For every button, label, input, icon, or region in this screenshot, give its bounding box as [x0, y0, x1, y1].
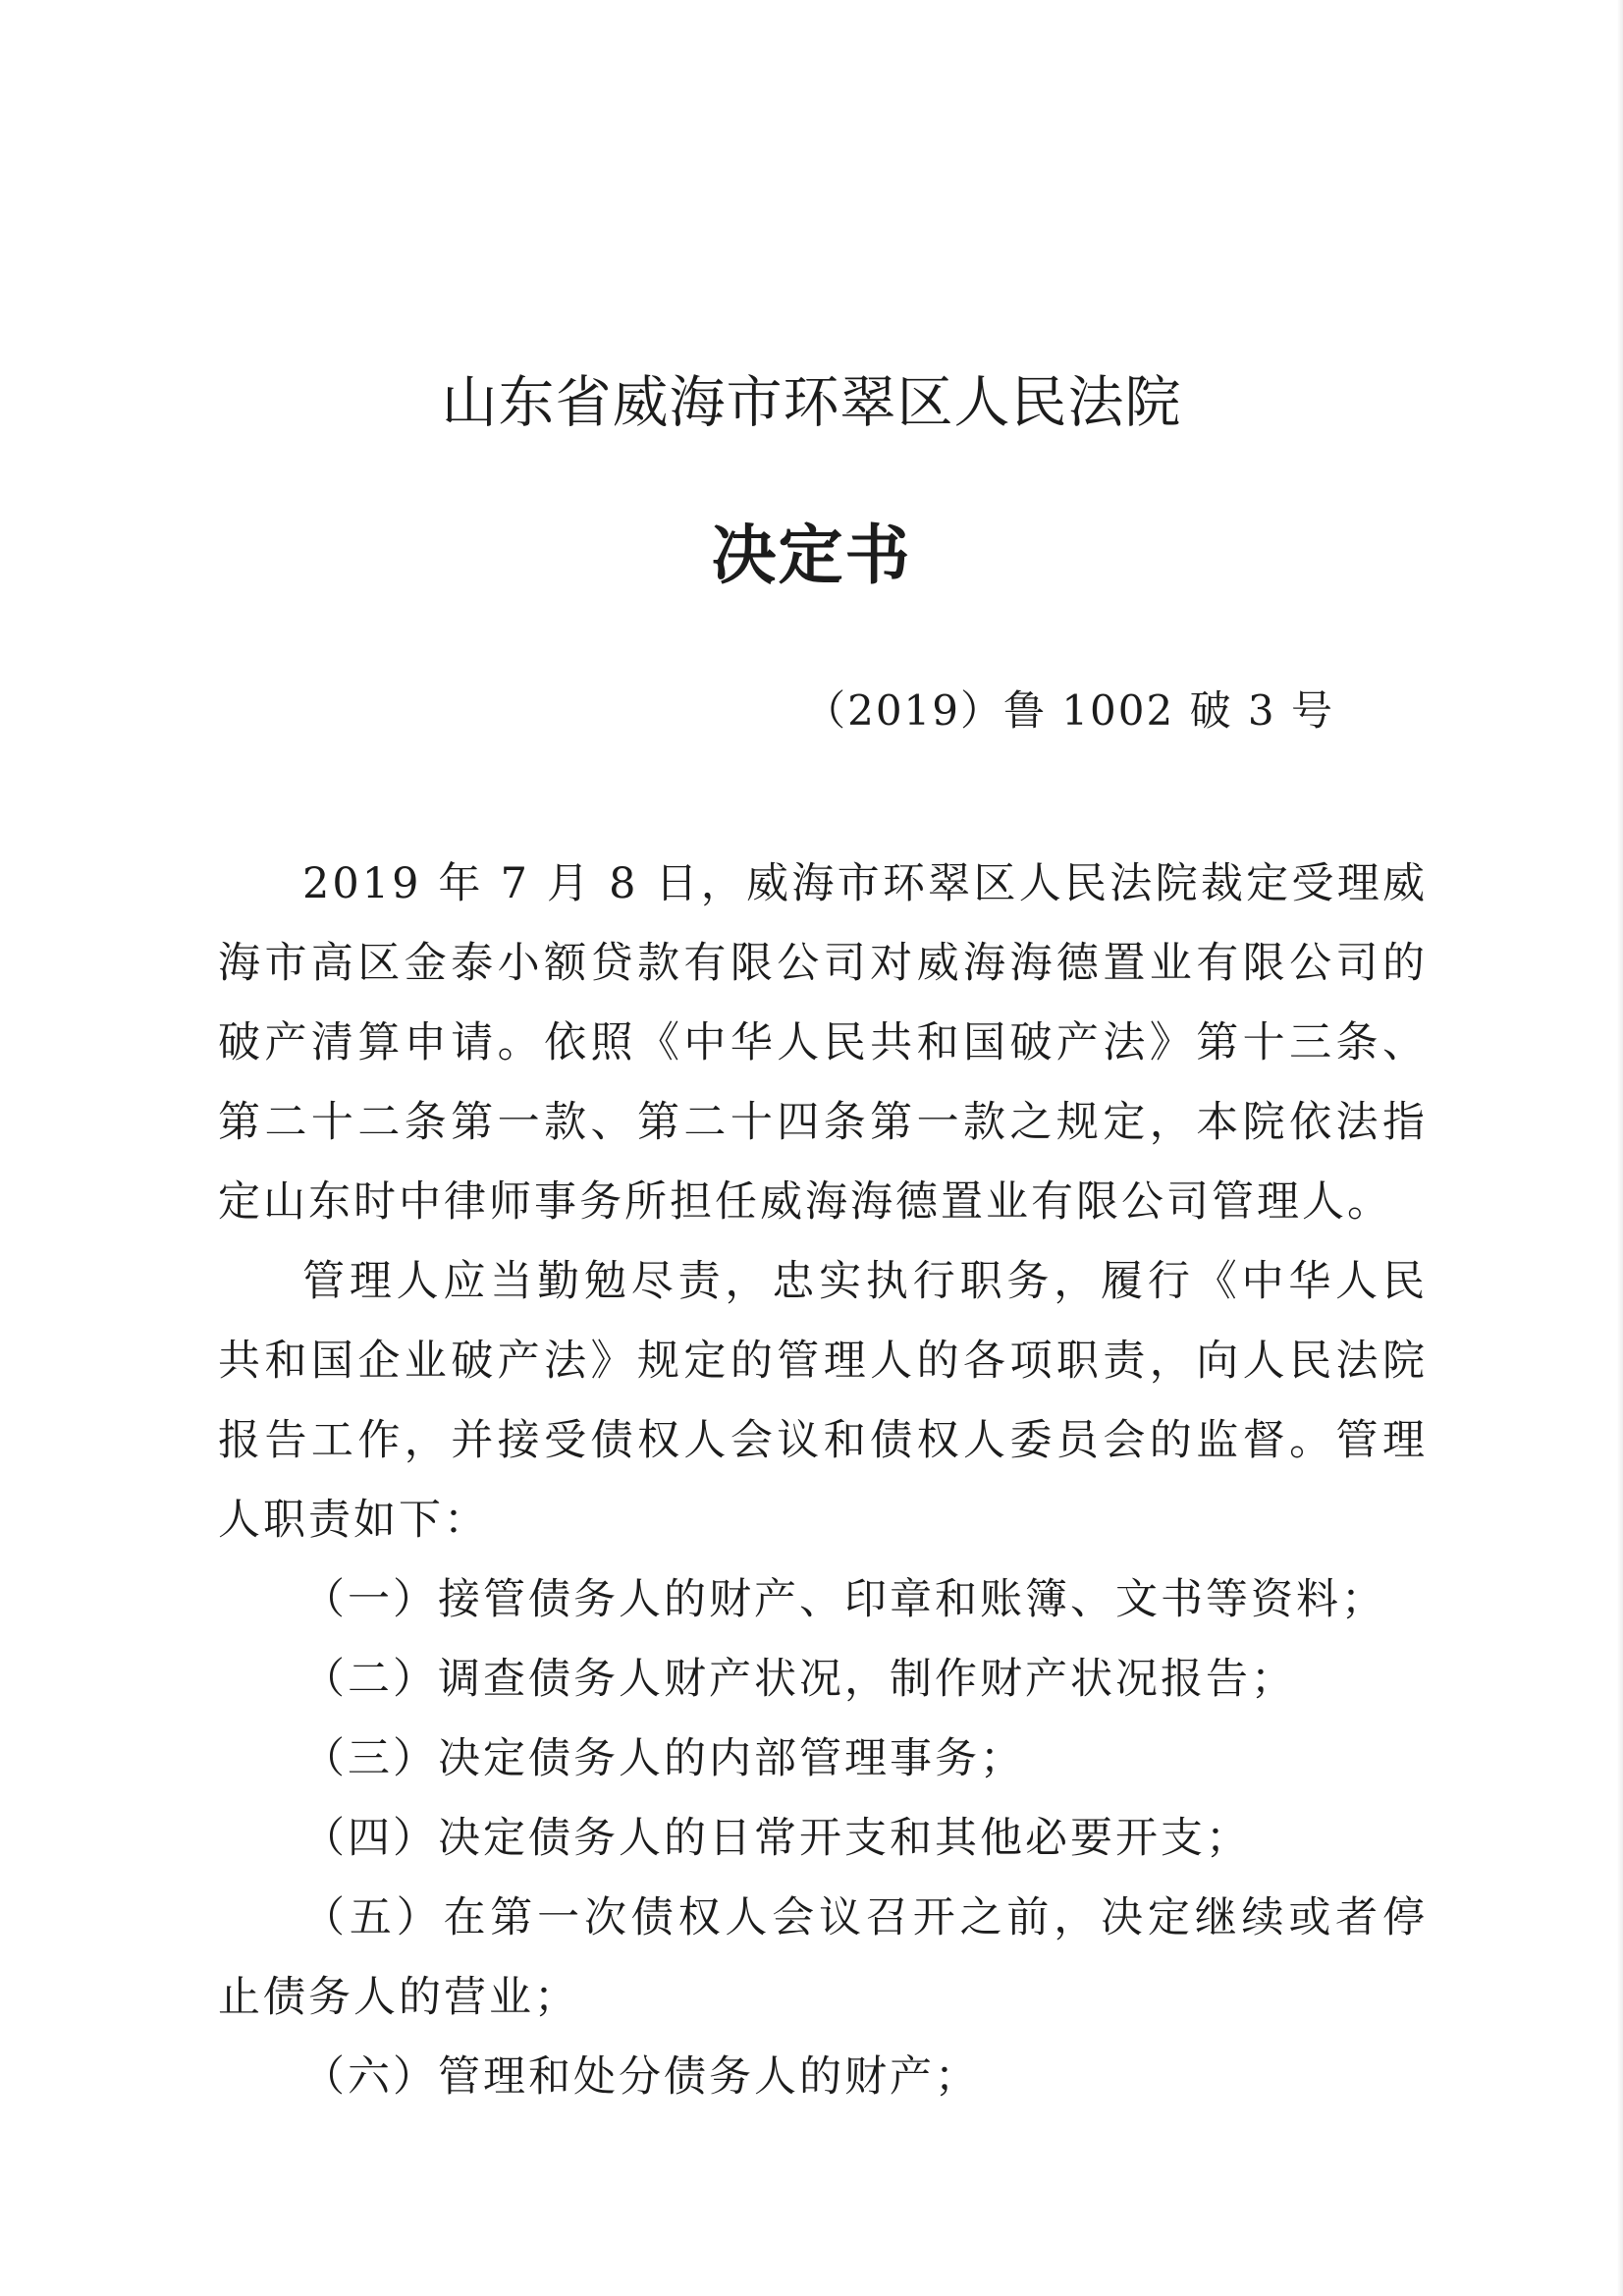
- duty-item-5: （五）在第一次债权人会议召开之前，决定继续或者停止债务人的营业；: [218, 1893, 1428, 2022]
- document-title: 决定书: [711, 517, 912, 593]
- duty-item-6: （六）管理和处分债务人的财产；: [302, 2052, 980, 2102]
- document-body: [218, 845, 1428, 2117]
- duty-item-4: （四）决定债务人的日常开支和其他必要开支；: [302, 1814, 1251, 1863]
- court-name-heading: 山东省威海市环翠区人民法院: [441, 370, 1182, 435]
- scan-edge-shadow: [1617, 0, 1623, 2296]
- duty-item-1: （一）接管债务人的财产、印章和账簿、文书等资料；: [302, 1575, 1386, 1624]
- paragraph-acceptance: 2019 年 7 月 8 日，威海市环翠区人民法院裁定受理威海市高区金泰小额贷款有限公司对威海海德置业有限公司的破产清算申请。依照《中华人民共和国破产法》第十三条、第二十二条第一款、第二十四条第一款之规定，本院依法指定山东时中律师事务所担任威海海德置业有限公司管理人。: [218, 859, 1428, 1227]
- duty-item-2: （二）调查债务人财产状况，制作财产状况报告；: [302, 1655, 1296, 1704]
- paragraph-duties-intro: 管理人应当勤勉尽责，忠实执行职务，履行《中华人民共和国企业破产法》规定的管理人的各项职责，向人民法院报告工作，并接受债权人会议和债权人委员会的监督。管理人职责如下：: [218, 1257, 1428, 1545]
- case-number: （2019）鲁 1002 破 3 号: [804, 686, 1334, 735]
- duty-item-3: （三）决定债务人的内部管理事务；: [302, 1734, 1025, 1783]
